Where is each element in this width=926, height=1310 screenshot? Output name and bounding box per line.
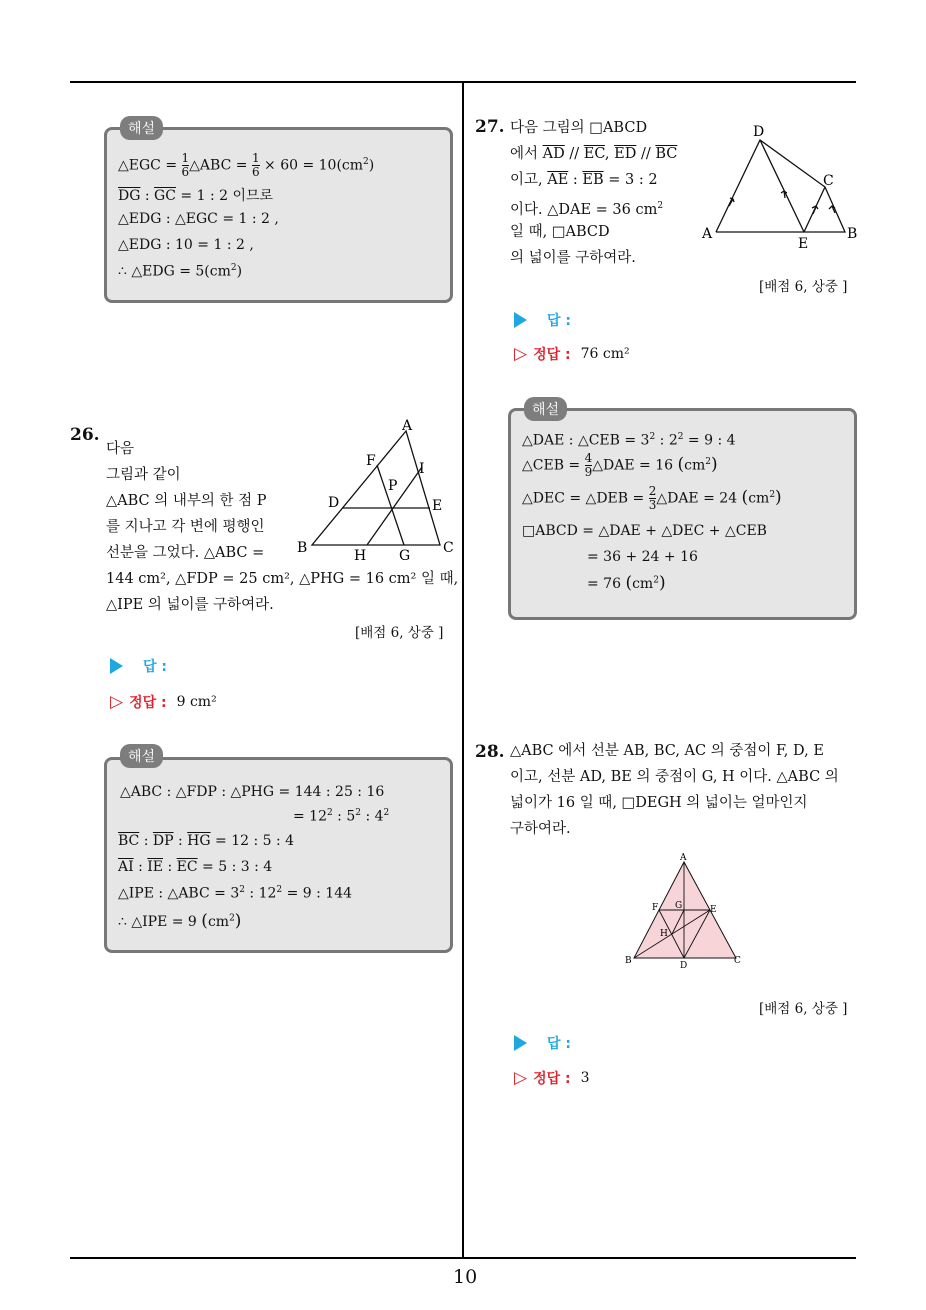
q27-correct-row (514, 344, 630, 364)
q25-solution-line-5: ∴ △EDG = $5(cm^2)$ (118, 263, 243, 280)
q28-label-f: F (652, 903, 659, 913)
q25-solution-line-4: △EDG : 10 = 1 : 2 , (118, 237, 254, 253)
q26-text-7: △IPE 의 넓이를 구하여라. (106, 597, 274, 613)
q28-correct-row (514, 1068, 590, 1088)
q28-number: 28. (475, 742, 505, 762)
q25-solution-tag: 해설 (120, 116, 163, 140)
q28-text-2: 이고, 선분 AD, BE 의 중점이 G, H 이다. △ABC 의 (510, 769, 839, 785)
q26-label-h: H (354, 548, 367, 564)
q27-answer-row[interactable] (514, 310, 571, 330)
page-number: 10 (453, 1266, 478, 1288)
q26-triangle-abc (312, 431, 443, 545)
q27-figure (700, 120, 865, 250)
q26-answer-label: 답 : (143, 659, 167, 675)
q27-label-e: E (798, 236, 809, 250)
q26-solution-line-6: ∴ △IPE = 9 $(cm^2)$ (118, 911, 242, 931)
q27-text-2: 에서 $\overline{AD} // \overline{EC}$, $\overline{ED} // \overline{BC}$ (510, 146, 678, 162)
q27-text-3: 이고, $\overline{AE}$ : $\overline{EB} = 3$ : 2 (510, 172, 658, 188)
q27-text-6: 의 넓이를 구하여라. (510, 250, 636, 266)
q27-label-a: A (702, 226, 713, 242)
q27-label-d: D (753, 124, 765, 140)
q28-text-3: 넓이가 16 일 때, □DEGH 의 넓이는 얼마인지 (510, 795, 808, 811)
play-icon (514, 1035, 527, 1051)
q26-label-p: P (388, 478, 398, 494)
q26-label-b: B (297, 540, 308, 556)
q26-segment-fg (377, 465, 404, 545)
outline-triangle-icon: ▷ (514, 343, 528, 364)
outline-triangle-icon: ▷ (514, 1067, 528, 1088)
q26-solution-line-3: $\overline{BC}$ : $\overline{DP}$ : $\overline{HG} = 12$ : 5 : 4 (118, 833, 295, 849)
q27-label-c: C (823, 173, 834, 189)
q27-score: [배점 6, 상중 ] (759, 279, 848, 295)
q28-answer-row[interactable] (514, 1033, 571, 1053)
q27-solution-tag: 해설 (524, 397, 567, 421)
q28-label-h: H (660, 929, 668, 939)
q26-text-3: △ABC 의 내부의 한 점 P (106, 493, 267, 509)
q26-correct-value: 9 cm² (176, 694, 217, 710)
q26-solution-line-1: △ABC : △FDP : △PHG = 144 : 25 : 16 (120, 784, 385, 800)
q27-arrow-bc (829, 206, 835, 213)
outline-triangle-icon: ▷ (110, 691, 124, 712)
q26-figure (290, 415, 460, 565)
q26-answer-row[interactable] (110, 656, 167, 676)
q27-arrow-ec (812, 206, 818, 214)
q28-answer-label: 답 : (547, 1036, 571, 1052)
q27-solution-line-5: = 36 + 24 + 16 (587, 549, 698, 565)
q28-label-e: E (710, 905, 717, 915)
q27-label-b: B (847, 226, 858, 242)
q26-score: [배점 6, 상중 ] (355, 625, 444, 641)
q28-label-g: G (675, 901, 683, 911)
play-icon (514, 312, 527, 328)
q26-label-d: D (328, 495, 340, 511)
q26-label-i: I (419, 461, 425, 477)
q28-figure (622, 850, 752, 970)
q26-number: 26. (70, 425, 100, 445)
play-icon (110, 658, 123, 674)
q28-correct-value: 3 (580, 1070, 590, 1086)
q28-text-4: 구하여라. (510, 821, 571, 837)
q26-text-4: 를 지나고 각 변에 평행인 (106, 519, 265, 535)
q27-correct-label: 정답 : (533, 347, 571, 363)
q28-label-d: D (680, 961, 688, 970)
q25-solution-line-3: △EDG : △EGC = 1 : 2 , (118, 211, 279, 227)
q27-text-4: 이다. △DAE = 36 $cm^2$ (510, 201, 664, 218)
q27-text-1: 다음 그림의 □ABCD (510, 120, 648, 136)
q26-correct-label: 정답 : (129, 695, 167, 711)
q25-solution-line-1: △EGC = $\frac{1}{6}$ △ABC = $\frac{1}{6}$ × $60 = 10(cm^2)$ (118, 151, 375, 179)
bottom-rule (70, 1257, 856, 1259)
q28-label-b: B (625, 956, 632, 966)
q27-solution-line-6: = 76 $(cm^2)$ (587, 573, 666, 593)
q26-correct-row (110, 692, 217, 712)
q26-label-f: F (366, 453, 376, 469)
q28-label-a: A (680, 853, 687, 863)
q27-solution-line-3: △DEC = △DEB = $\frac{2}{3}$ △DAE = 24 $(cm^2)$ (522, 484, 782, 512)
q26-label-e: E (432, 498, 443, 514)
q26-solution-line-2: = $12^2$ : $5^2$ : $4^2$ (293, 808, 390, 825)
q26-text-5: 선분을 그었다. △ABC = (106, 545, 265, 561)
q26-label-c: C (443, 540, 454, 556)
q26-text-1: 다음 (106, 441, 135, 457)
q26-label-a: A (402, 418, 413, 434)
q26-solution-tag: 해설 (120, 744, 163, 768)
q27-answer-label: 답 : (547, 313, 571, 329)
q26-solution-line-5: △IPE : △ABC = $3^2$ : $12^2 = 9$ : 144 (118, 885, 353, 902)
q27-segment-de (760, 140, 804, 232)
q28-text-1: △ABC 에서 선분 AB, BC, AC 의 중점이 F, D, E (510, 743, 824, 759)
column-divider (462, 82, 464, 1258)
q28-label-c: C (734, 956, 741, 966)
q27-solution-line-2: △CEB = $\frac{4}{9}$ △DAE = 16 $(cm^2)$ (522, 451, 718, 479)
q26-label-g: G (399, 548, 411, 564)
q27-solution-line-1: △DAE : △CEB = $3^2$ : $2^2 = 9$ : 4 (522, 432, 736, 449)
q26-text-2: 그림과 같이 (106, 467, 181, 483)
q26-text-6: 144 cm², △FDP = 25 cm², △PHG = 16 cm² 일 때, (106, 571, 459, 587)
q27-solution-line-4: □ABCD = △DAE + △DEC + △CEB (522, 523, 767, 539)
q26-solution-line-4: $\overline{AI}$ : $\overline{IE}$ : $\overline{EC} = 5$ : 3 : 4 (118, 859, 273, 875)
q27-number: 27. (475, 117, 505, 137)
q28-score: [배점 6, 상중 ] (759, 1001, 848, 1017)
q28-correct-label: 정답 : (533, 1071, 571, 1087)
q25-solution-line-2: $\overline{DG}$ : $\overline{GC} = 1$ : 2 이므로 (118, 188, 274, 204)
q27-correct-value: 76 cm² (580, 346, 630, 362)
q27-text-5: 일 때, □ABCD (510, 224, 610, 240)
